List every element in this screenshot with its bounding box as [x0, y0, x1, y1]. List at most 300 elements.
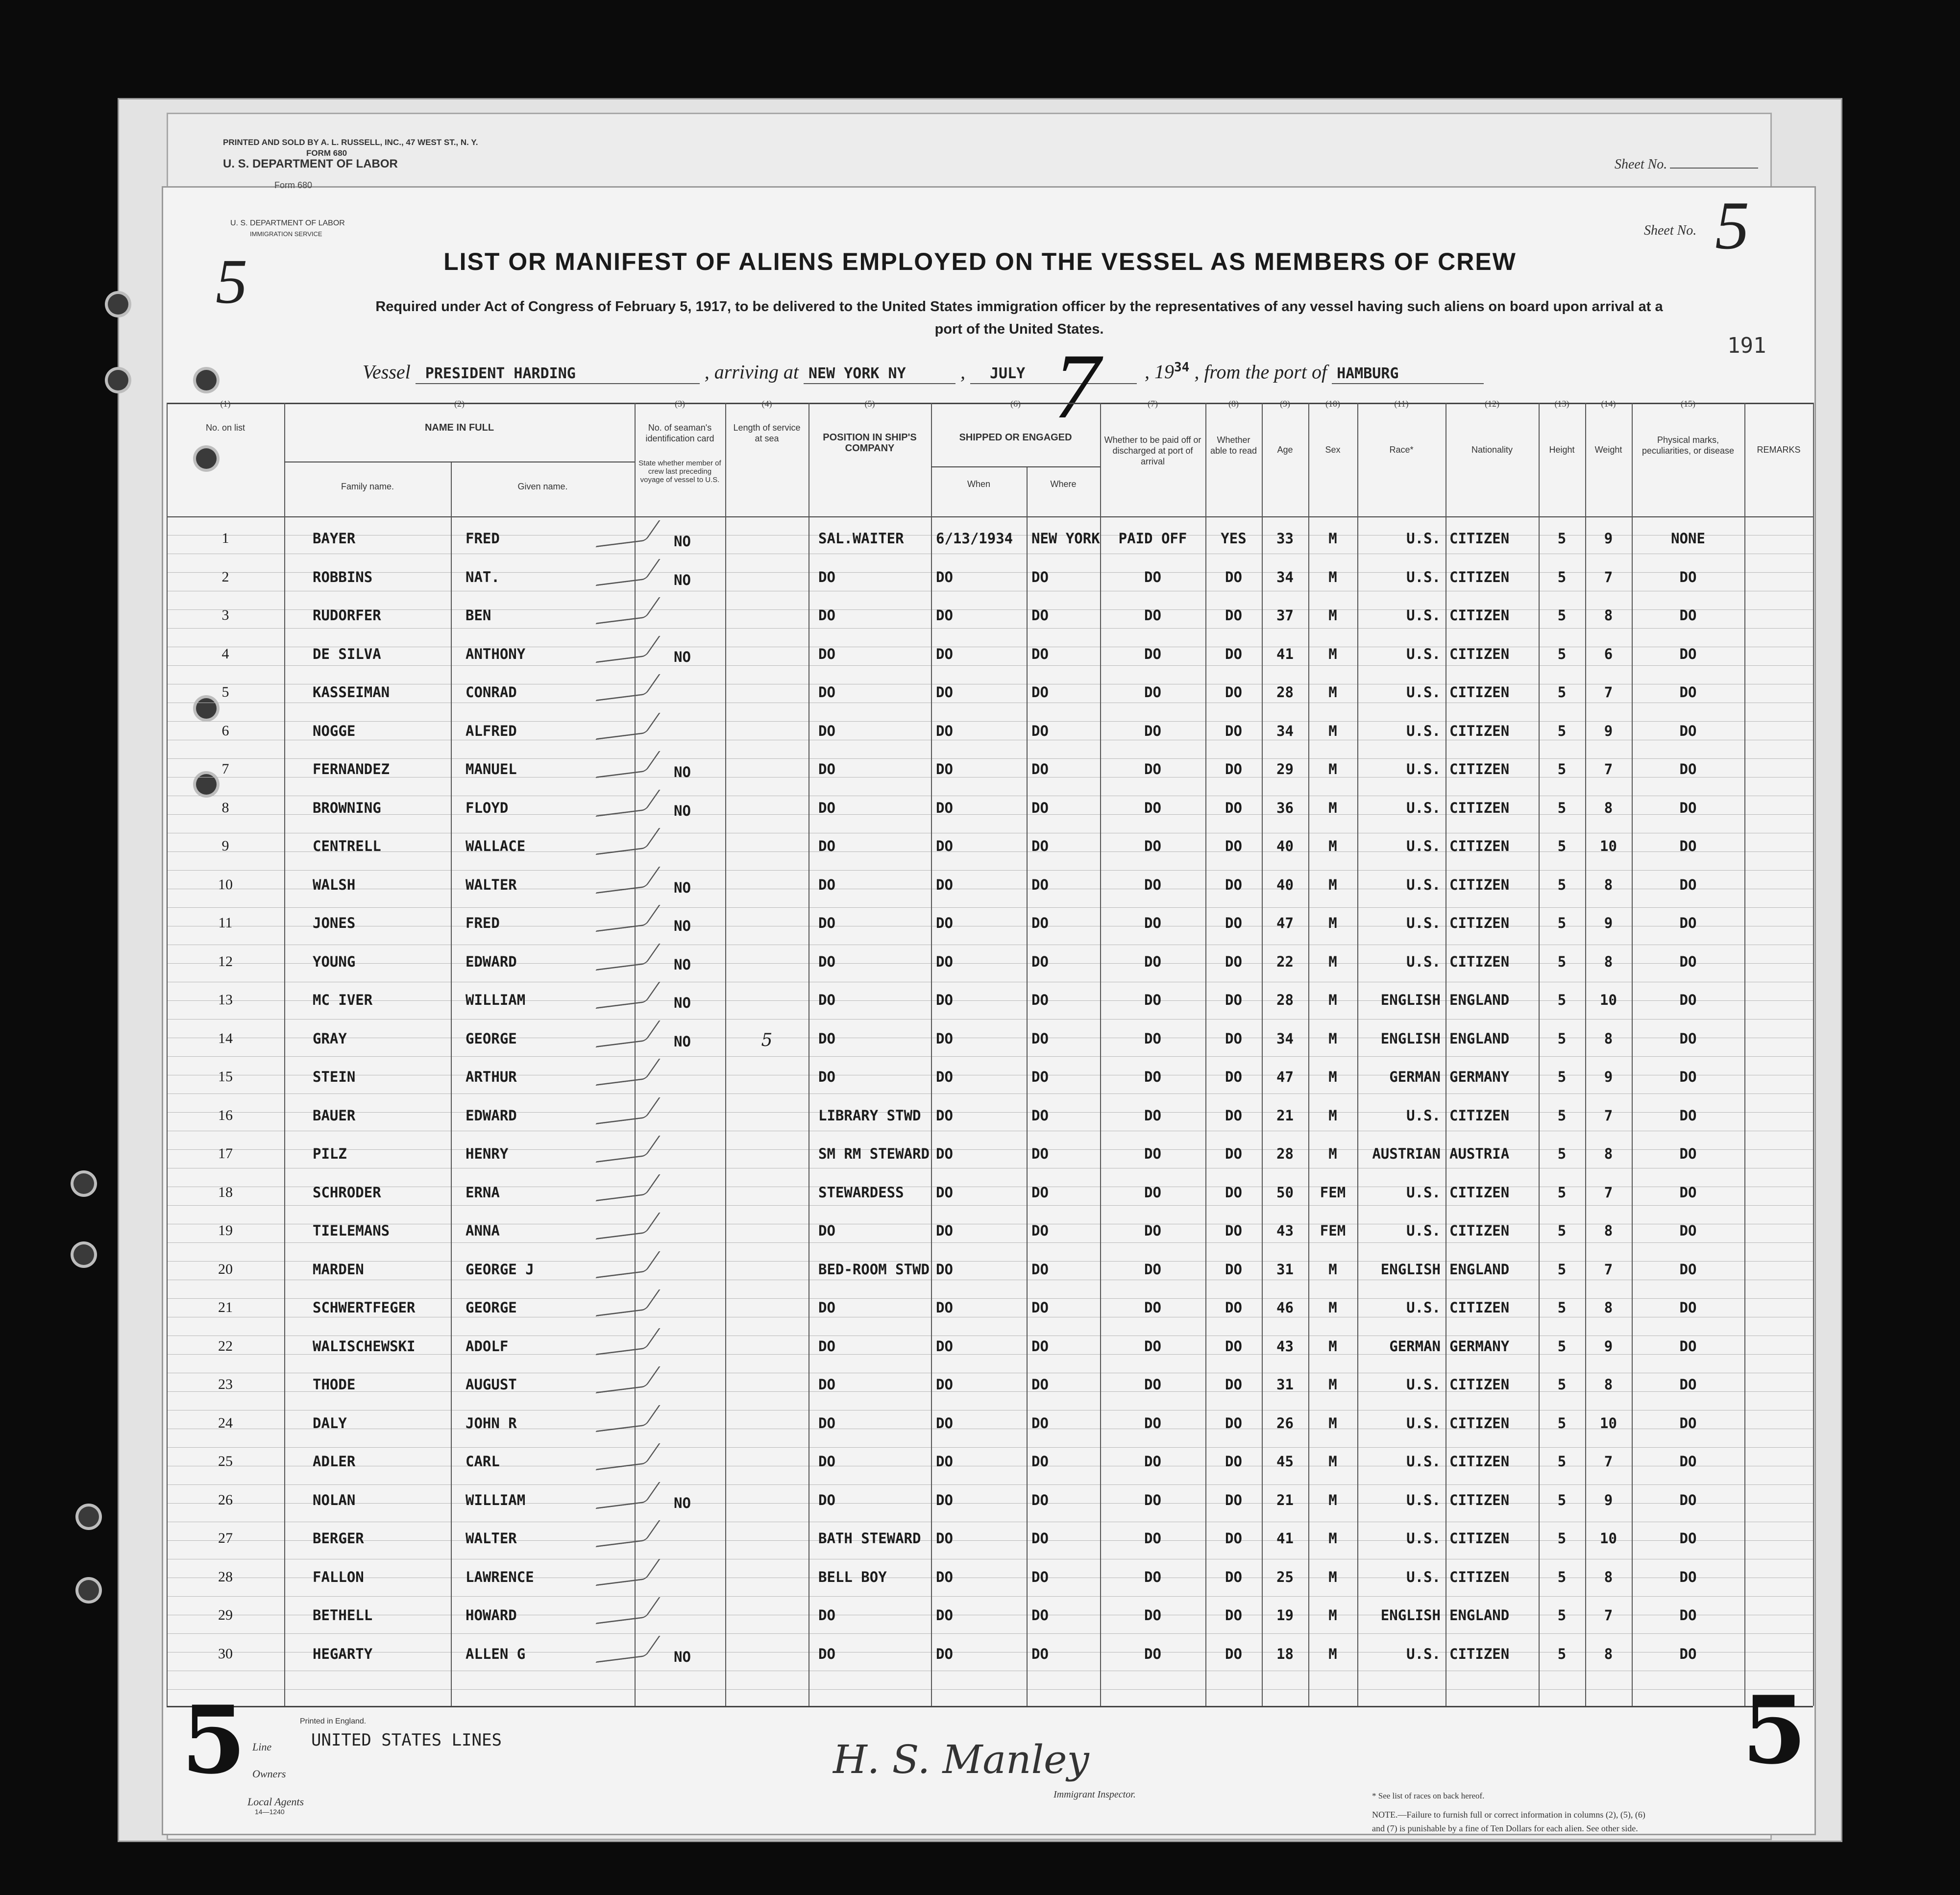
- cell-when: DO: [936, 1261, 953, 1278]
- header-age: Age: [1277, 445, 1293, 455]
- cell-given: ERNA: [466, 1184, 500, 1201]
- cell-physical: DO: [1679, 838, 1697, 854]
- cell-where: DO: [1031, 838, 1049, 854]
- cell-position: DO: [818, 1069, 835, 1085]
- cell-family: MARDEN: [313, 1261, 364, 1278]
- cell-when: DO: [936, 1337, 953, 1355]
- check-mark: [595, 1558, 661, 1586]
- cell-physical: DO: [1679, 1184, 1697, 1201]
- arriving-label: , arriving at: [704, 361, 799, 383]
- cell-position: BED-ROOM STWD: [818, 1261, 930, 1278]
- column-number: (5): [864, 399, 875, 409]
- cell-nationality: CITIZEN: [1449, 1184, 1510, 1201]
- cell-race: U.S.: [1406, 915, 1441, 931]
- form-code: 14—1240: [255, 1808, 285, 1816]
- cell-family: PILZ: [313, 1145, 347, 1162]
- cell-read: DO: [1225, 1376, 1242, 1393]
- cell-weight: 8: [1604, 1299, 1613, 1316]
- page-number: 191: [1727, 333, 1766, 358]
- cell-no: 10: [218, 876, 233, 893]
- cell-physical: DO: [1679, 1107, 1697, 1124]
- ruled-line: [167, 1242, 1813, 1243]
- cell-height: 5: [1557, 876, 1567, 893]
- inspector-label: Immigrant Inspector.: [1054, 1789, 1136, 1800]
- check-mark: [595, 1328, 661, 1355]
- cell-position: DO: [818, 992, 835, 1008]
- cell-physical: DO: [1679, 1069, 1697, 1085]
- cell-sex: M: [1328, 799, 1337, 816]
- cell-no: 13: [218, 992, 233, 1008]
- cell-read: DO: [1225, 1453, 1242, 1470]
- column-rule: [284, 403, 285, 1706]
- cell-position: DO: [818, 1414, 835, 1432]
- races-note: * See list of races on back hereof.: [1372, 1791, 1485, 1800]
- cell-no: 19: [218, 1222, 233, 1239]
- cell-age: 37: [1276, 607, 1294, 624]
- cell-paid: DO: [1144, 953, 1161, 970]
- cell-height: 5: [1557, 1184, 1567, 1201]
- cell-height: 5: [1557, 1568, 1567, 1585]
- cell-height: 5: [1557, 1299, 1567, 1316]
- header-shipped: SHIPPED OR ENGAGED: [959, 432, 1072, 443]
- cell-paid: DO: [1144, 1645, 1161, 1662]
- cell-physical: DO: [1679, 1645, 1697, 1662]
- cell-age: 18: [1276, 1645, 1294, 1662]
- cell-height: 5: [1557, 992, 1567, 1008]
- cell-weight: 7: [1604, 684, 1613, 701]
- cell-family: NOLAN: [313, 1491, 356, 1508]
- cell-no: 15: [218, 1069, 233, 1085]
- header-given-name: Given name.: [517, 482, 568, 491]
- cell-position: DO: [818, 761, 835, 777]
- cell-weight: 8: [1604, 1030, 1613, 1047]
- cell-when: DO: [936, 799, 953, 816]
- cell-when: DO: [936, 607, 953, 624]
- cell-nationality: CITIZEN: [1449, 530, 1510, 547]
- cell-no: 28: [218, 1568, 233, 1585]
- cell-when: DO: [936, 1376, 953, 1393]
- cell-physical: DO: [1679, 1145, 1697, 1162]
- column-rule: [451, 462, 452, 1706]
- header-race: Race*: [1389, 445, 1414, 455]
- cell-when: DO: [936, 1607, 953, 1624]
- cell-paid: DO: [1144, 838, 1161, 854]
- cell-nationality: ENGLAND: [1449, 1030, 1510, 1047]
- check-mark: [595, 751, 661, 778]
- column-rule: [1262, 403, 1263, 1706]
- shipped-header-rule: [931, 466, 1100, 467]
- cell-given: ANNA: [466, 1222, 500, 1239]
- cell-when: DO: [936, 915, 953, 931]
- cell-when: DO: [936, 722, 953, 739]
- cell-given: WALLACE: [466, 838, 526, 854]
- cell-height: 5: [1557, 1222, 1567, 1239]
- cell-weight: 7: [1604, 1607, 1613, 1624]
- cell-position: SAL.WAITER: [818, 530, 904, 547]
- cell-where: DO: [1031, 1645, 1049, 1662]
- cell-given: HENRY: [466, 1145, 509, 1162]
- cell-nationality: CITIZEN: [1449, 1376, 1510, 1393]
- cell-no: 30: [218, 1645, 233, 1662]
- vessel-label: Vessel: [363, 361, 411, 383]
- cell-family: THODE: [313, 1376, 356, 1393]
- cell-age: 34: [1276, 722, 1294, 739]
- cell-position: DO: [818, 1453, 835, 1470]
- cell-no: 6: [221, 722, 229, 739]
- cell-nationality: CITIZEN: [1449, 645, 1510, 662]
- cell-paid: DO: [1144, 992, 1161, 1008]
- cell-sex: M: [1328, 1376, 1337, 1393]
- cell-height: 5: [1557, 799, 1567, 816]
- cell-age: 43: [1276, 1222, 1294, 1239]
- ruled-line: [167, 907, 1813, 908]
- cell-age: 29: [1276, 761, 1294, 777]
- cell-given: WILLIAM: [466, 1491, 526, 1508]
- ruled-line: [167, 758, 1813, 759]
- cell-age: 47: [1276, 915, 1294, 931]
- column-rule: [1100, 403, 1101, 1706]
- cell-read: DO: [1225, 722, 1242, 739]
- cell-height: 5: [1557, 645, 1567, 662]
- cell-nationality: GERMANY: [1449, 1337, 1510, 1355]
- cell-race: ENGLISH: [1380, 1261, 1441, 1278]
- column-rule: [931, 403, 932, 1706]
- cell-family: WALISCHEWSKI: [313, 1337, 416, 1355]
- cell-no: 8: [221, 799, 229, 816]
- column-rule: [1357, 403, 1358, 1706]
- cell-family: CENTRELL: [313, 838, 381, 854]
- cell-race: U.S.: [1406, 684, 1441, 701]
- line-value: UNITED STATES LINES: [311, 1730, 502, 1750]
- cell-family: FALLON: [313, 1568, 364, 1585]
- cell-read: DO: [1225, 1530, 1242, 1547]
- cell-family: BAYER: [313, 530, 356, 547]
- cell-height: 5: [1557, 1607, 1567, 1624]
- cell-where: DO: [1031, 992, 1049, 1008]
- cell-paid: DO: [1144, 799, 1161, 816]
- ruled-line: [167, 628, 1813, 629]
- cell-paid: DO: [1144, 1376, 1161, 1393]
- cell-when: DO: [936, 953, 953, 970]
- cell-physical: DO: [1679, 799, 1697, 816]
- cell-age: 47: [1276, 1069, 1294, 1085]
- ruled-line: [167, 1205, 1813, 1206]
- cell-sex: M: [1328, 1607, 1337, 1624]
- cell-when: DO: [936, 1107, 953, 1124]
- cell-weight: 8: [1604, 607, 1613, 624]
- cell-given: ALLEN G: [466, 1645, 526, 1662]
- header-when: When: [967, 479, 991, 489]
- check-mark: [595, 712, 661, 740]
- cell-race: U.S.: [1406, 1568, 1441, 1585]
- cell-age: 22: [1276, 953, 1294, 970]
- sheet-number: 5: [1715, 188, 1749, 264]
- cell-height: 5: [1557, 568, 1567, 585]
- cell-height: 5: [1557, 1261, 1567, 1278]
- cell-family: ROBBINS: [313, 568, 373, 585]
- check-mark: [595, 1635, 661, 1663]
- cell-sex: M: [1328, 1030, 1337, 1047]
- cell-race: U.S.: [1406, 568, 1441, 585]
- departure-port: HAMBURG: [1337, 365, 1399, 383]
- cell-sex: M: [1328, 568, 1337, 585]
- check-mark: [595, 559, 661, 586]
- cell-race: U.S.: [1406, 1491, 1441, 1508]
- cell-position: DO: [818, 607, 835, 624]
- cell-where: DO: [1031, 1107, 1049, 1124]
- handwritten-number: 5: [216, 246, 247, 317]
- cell-nationality: CITIZEN: [1449, 568, 1510, 585]
- cell-read: DO: [1225, 1568, 1242, 1585]
- cell-age: 43: [1276, 1337, 1294, 1355]
- cell-race: ENGLISH: [1380, 1607, 1441, 1624]
- cell-sex: M: [1328, 1261, 1337, 1278]
- cell-position: DO: [818, 1645, 835, 1662]
- page-title: LIST OR MANIFEST OF ALIENS EMPLOYED ON THE VESSEL AS MEMBERS OF CREW: [443, 248, 1517, 275]
- service-name: IMMIGRATION SERVICE: [250, 230, 322, 238]
- cell-height: 5: [1557, 722, 1567, 739]
- cell-no: 11: [218, 915, 233, 931]
- cell-prev: NO: [674, 1648, 691, 1665]
- cell-no: 12: [218, 953, 233, 970]
- cell-family: BROWNING: [313, 799, 381, 816]
- agency-block: [230, 218, 345, 240]
- cell-family: FERNANDEZ: [313, 761, 390, 777]
- cell-race: AUSTRIAN: [1372, 1145, 1441, 1162]
- cell-position: DO: [818, 1607, 835, 1624]
- cell-paid: DO: [1144, 876, 1161, 893]
- cell-no: 4: [221, 645, 229, 662]
- cell-given: BEN: [466, 607, 491, 624]
- line-label: Line: [252, 1741, 272, 1753]
- cell-physical: DO: [1679, 1299, 1697, 1316]
- cell-where: DO: [1031, 953, 1049, 970]
- cell-race: GERMAN: [1389, 1337, 1441, 1355]
- cell-given: FRED: [466, 915, 500, 931]
- ruled-line: [167, 721, 1813, 722]
- cell-when: DO: [936, 684, 953, 701]
- cell-prev: NO: [674, 879, 691, 896]
- cell-read: DO: [1225, 1414, 1242, 1432]
- cell-position: DO: [818, 1491, 835, 1508]
- column-number: (14): [1601, 399, 1616, 409]
- cell-prev: NO: [674, 1494, 691, 1511]
- cell-given: WILLIAM: [466, 992, 526, 1008]
- cell-sex: M: [1328, 992, 1337, 1008]
- cell-when: DO: [936, 1222, 953, 1239]
- cell-weight: 7: [1604, 1184, 1613, 1201]
- header-nationality: Nationality: [1471, 445, 1513, 455]
- cell-race: U.S.: [1406, 1530, 1441, 1547]
- cell-weight: 7: [1604, 761, 1613, 777]
- punch-hole: [74, 1173, 94, 1194]
- owners-label: Owners: [252, 1768, 286, 1780]
- cell-nationality: CITIZEN: [1449, 1530, 1510, 1547]
- cell-nationality: CITIZEN: [1449, 1491, 1510, 1508]
- cell-nationality: CITIZEN: [1449, 1645, 1510, 1662]
- cell-read: DO: [1225, 1299, 1242, 1316]
- cell-family: BERGER: [313, 1530, 364, 1547]
- cell-race: U.S.: [1406, 1414, 1441, 1432]
- cell-no: 20: [218, 1261, 233, 1277]
- cell-physical: DO: [1679, 1376, 1697, 1393]
- cell-weight: 9: [1604, 722, 1613, 739]
- cell-sex: FEM: [1320, 1222, 1346, 1239]
- cell-read: DO: [1225, 992, 1242, 1008]
- cell-weight: 8: [1604, 953, 1613, 970]
- cell-given: FRED: [466, 530, 500, 547]
- cell-when: DO: [936, 1453, 953, 1470]
- cell-where: DO: [1031, 1453, 1049, 1470]
- cell-physical: DO: [1679, 1530, 1697, 1547]
- ruled-line: [167, 1056, 1813, 1057]
- cell-no: 7: [221, 761, 229, 777]
- cell-position: DO: [818, 722, 835, 739]
- cell-family: JONES: [313, 915, 356, 931]
- cell-weight: 9: [1604, 1491, 1613, 1508]
- check-mark: [595, 1174, 661, 1201]
- cell-weight: 7: [1604, 1107, 1613, 1124]
- cell-weight: 10: [1600, 838, 1617, 854]
- cell-where: DO: [1031, 1184, 1049, 1201]
- cell-where: DO: [1031, 1414, 1049, 1432]
- check-mark: [595, 905, 661, 932]
- cell-race: U.S.: [1406, 838, 1441, 854]
- cell-race: U.S.: [1406, 722, 1441, 739]
- cell-sex: M: [1328, 722, 1337, 739]
- cell-position: DO: [818, 1030, 835, 1047]
- header-physical: Physical marks, peculiarities, or disease: [1642, 435, 1735, 456]
- cell-when: DO: [936, 761, 953, 777]
- cell-prev: NO: [674, 802, 691, 819]
- column-number: (13): [1554, 399, 1569, 409]
- cell-when: DO: [936, 568, 953, 585]
- cell-where: DO: [1031, 876, 1049, 893]
- crew-table: [167, 399, 1813, 1706]
- cell-nationality: ENGLAND: [1449, 992, 1510, 1008]
- cell-given: WALTER: [466, 876, 517, 893]
- cell-nationality: CITIZEN: [1449, 1222, 1510, 1239]
- check-mark: [595, 1405, 661, 1432]
- cell-no: 22: [218, 1337, 233, 1354]
- cell-where: DO: [1031, 722, 1049, 739]
- punch-hole: [196, 370, 217, 390]
- cell-paid: DO: [1144, 607, 1161, 624]
- cell-sex: M: [1328, 645, 1337, 662]
- cell-height: 5: [1557, 1414, 1567, 1432]
- cell-height: 5: [1557, 1145, 1567, 1162]
- cell-height: 5: [1557, 1491, 1567, 1508]
- cell-prev: NO: [674, 648, 691, 665]
- cell-when: DO: [936, 645, 953, 662]
- cell-sex: M: [1328, 838, 1337, 854]
- cell-when: DO: [936, 1645, 953, 1662]
- cell-when: DO: [936, 1568, 953, 1585]
- cell-given: HOWARD: [466, 1607, 517, 1624]
- check-mark: [595, 1213, 661, 1240]
- cell-race: U.S.: [1406, 607, 1441, 624]
- year-suffix: 34: [1174, 360, 1190, 375]
- cell-physical: DO: [1679, 876, 1697, 893]
- check-mark: [595, 674, 661, 702]
- cell-when: 6/13/1934: [936, 530, 1013, 547]
- cell-position: SM RM STEWARD: [818, 1145, 930, 1162]
- column-rule: [1585, 403, 1586, 1706]
- cell-read: DO: [1225, 645, 1242, 662]
- cell-family: SCHWERTFEGER: [313, 1299, 416, 1316]
- cell-sex: M: [1328, 1107, 1337, 1124]
- cell-when: DO: [936, 876, 953, 893]
- cell-sex: M: [1328, 684, 1337, 701]
- ruled-line: [167, 1596, 1813, 1597]
- column-rule: [1632, 403, 1633, 1706]
- cell-nationality: ENGLAND: [1449, 1607, 1510, 1624]
- cell-where: DO: [1031, 1222, 1049, 1239]
- column-rule: [1308, 403, 1309, 1706]
- cell-given: ALFRED: [466, 722, 517, 739]
- cell-given: EDWARD: [466, 1107, 517, 1124]
- cell-sex: M: [1328, 1145, 1337, 1162]
- cell-physical: DO: [1679, 722, 1697, 739]
- cell-no: 1: [221, 530, 229, 546]
- back-form-number: FORM 680: [306, 148, 347, 158]
- cell-paid: DO: [1144, 684, 1161, 701]
- page-subtitle: Required under Act of Congress of February 5, 1917, to be delivered to the United States immigration officer by the representatives of any vessel having such aliens on board upon arrival at a port of the United States.: [375, 299, 1663, 337]
- cell-read: YES: [1221, 530, 1247, 547]
- check-mark: [595, 943, 661, 971]
- cell-race: ENGLISH: [1380, 1030, 1441, 1047]
- cell-physical: DO: [1679, 607, 1697, 624]
- cell-race: U.S.: [1406, 799, 1441, 816]
- department-name: U. S. DEPARTMENT OF LABOR: [230, 219, 345, 227]
- cell-sex: M: [1328, 530, 1337, 547]
- cell-when: DO: [936, 1184, 953, 1201]
- cell-paid: DO: [1144, 568, 1161, 585]
- cell-sex: M: [1328, 1337, 1337, 1355]
- cell-no: 14: [218, 1030, 233, 1046]
- cell-physical: DO: [1679, 1607, 1697, 1624]
- cell-weight: 7: [1604, 1453, 1613, 1470]
- cell-where: DO: [1031, 1607, 1049, 1624]
- cell-weight: 8: [1604, 1222, 1613, 1239]
- check-mark: [595, 828, 661, 855]
- printer-line: PRINTED AND SOLD BY A. L. RUSSELL, INC., 47 WEST ST., N. Y.: [223, 138, 478, 147]
- cell-position: DO: [818, 876, 835, 893]
- cell-age: 50: [1276, 1184, 1294, 1201]
- cell-prev: NO: [674, 918, 691, 934]
- cell-race: U.S.: [1406, 761, 1441, 777]
- cell-position: DO: [818, 684, 835, 701]
- cell-race: U.S.: [1406, 1376, 1441, 1393]
- cell-where: DO: [1031, 1069, 1049, 1085]
- back-sheet-label: Sheet No.: [1615, 157, 1667, 172]
- cell-height: 5: [1557, 1069, 1567, 1085]
- back-sheet-number-field: [1615, 157, 1758, 172]
- cell-weight: 8: [1604, 799, 1613, 816]
- cell-when: DO: [936, 1414, 953, 1432]
- cell-read: DO: [1225, 1222, 1242, 1239]
- cell-paid: DO: [1144, 1299, 1161, 1316]
- cell-paid: DO: [1144, 915, 1161, 931]
- cell-physical: DO: [1679, 761, 1697, 777]
- local-agents-label: Local Agents: [247, 1796, 304, 1808]
- cell-given: GEORGE: [466, 1299, 517, 1316]
- cell-read: DO: [1225, 1645, 1242, 1662]
- cell-race: U.S.: [1406, 1453, 1441, 1470]
- cell-family: SCHRODER: [313, 1184, 381, 1201]
- header-bottom-rule: [167, 516, 1813, 517]
- cell-race: U.S.: [1406, 1299, 1441, 1316]
